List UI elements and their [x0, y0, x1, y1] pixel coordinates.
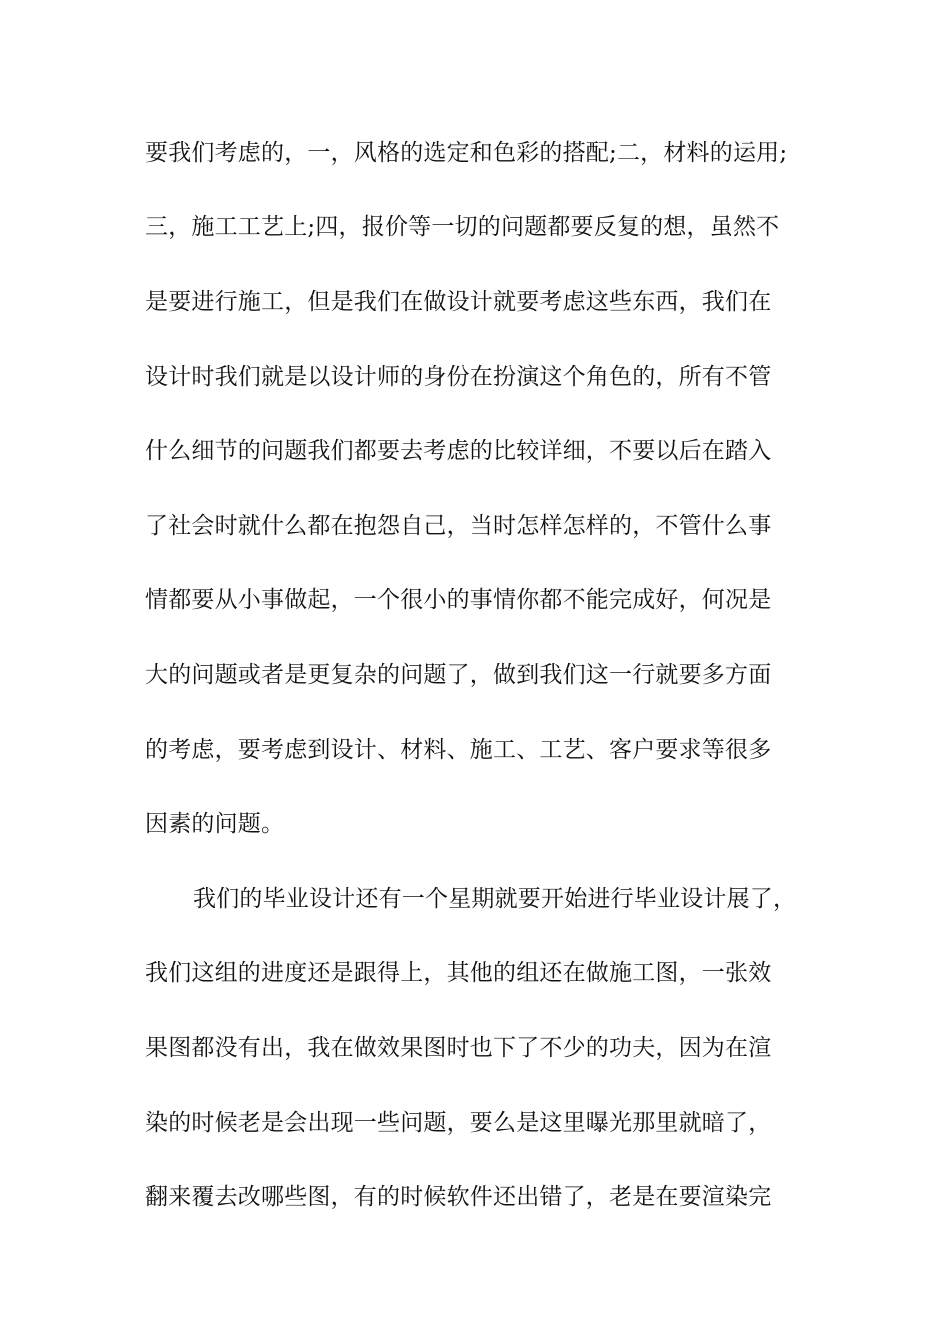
text-line: 大的问题或者是更复杂的问题了，做到我们这一行就要多方面: [145, 662, 772, 688]
text-line: 是要进行施工，但是我们在做设计就要考虑这些东西，我们在: [145, 289, 772, 315]
text-line: 要我们考虑的，一，风格的选定和色彩的搭配;二，材料的运用;: [145, 140, 788, 166]
text-line: 翻来覆去改哪些图，有的时候软件还出错了，老是在要渲染完: [145, 1184, 772, 1210]
text-line: 因素的问题。: [145, 811, 285, 837]
text-line: 的考虑，要考虑到设计、材料、施工、工艺、客户要求等很多: [145, 737, 772, 763]
text-line: 什么细节的问题我们都要去考虑的比较详细，不要以后在踏入: [145, 438, 772, 464]
text-line: 染的时候老是会出现一些问题，要么是这里曝光那里就暗了，: [145, 1110, 772, 1136]
text-line: 三，施工工艺上;四，报价等一切的问题都要反复的想，虽然不: [145, 214, 780, 240]
text-line: 我们这组的进度还是跟得上，其他的组还在做施工图，一张效: [145, 960, 772, 986]
text-line: 果图都没有出，我在做效果图时也下了不少的功夫，因为在渲: [145, 1035, 772, 1061]
text-line: 设计时我们就是以设计师的身份在扮演这个角色的，所有不管: [145, 364, 772, 390]
text-line: 情都要从小事做起，一个很小的事情你都不能完成好，何况是: [145, 587, 772, 613]
text-line: 了社会时就什么都在抱怨自己，当时怎样怎样的，不管什么事: [145, 513, 772, 539]
paragraph-first-line: 我们的毕业设计还有一个星期就要开始进行毕业设计展了，: [193, 886, 797, 912]
